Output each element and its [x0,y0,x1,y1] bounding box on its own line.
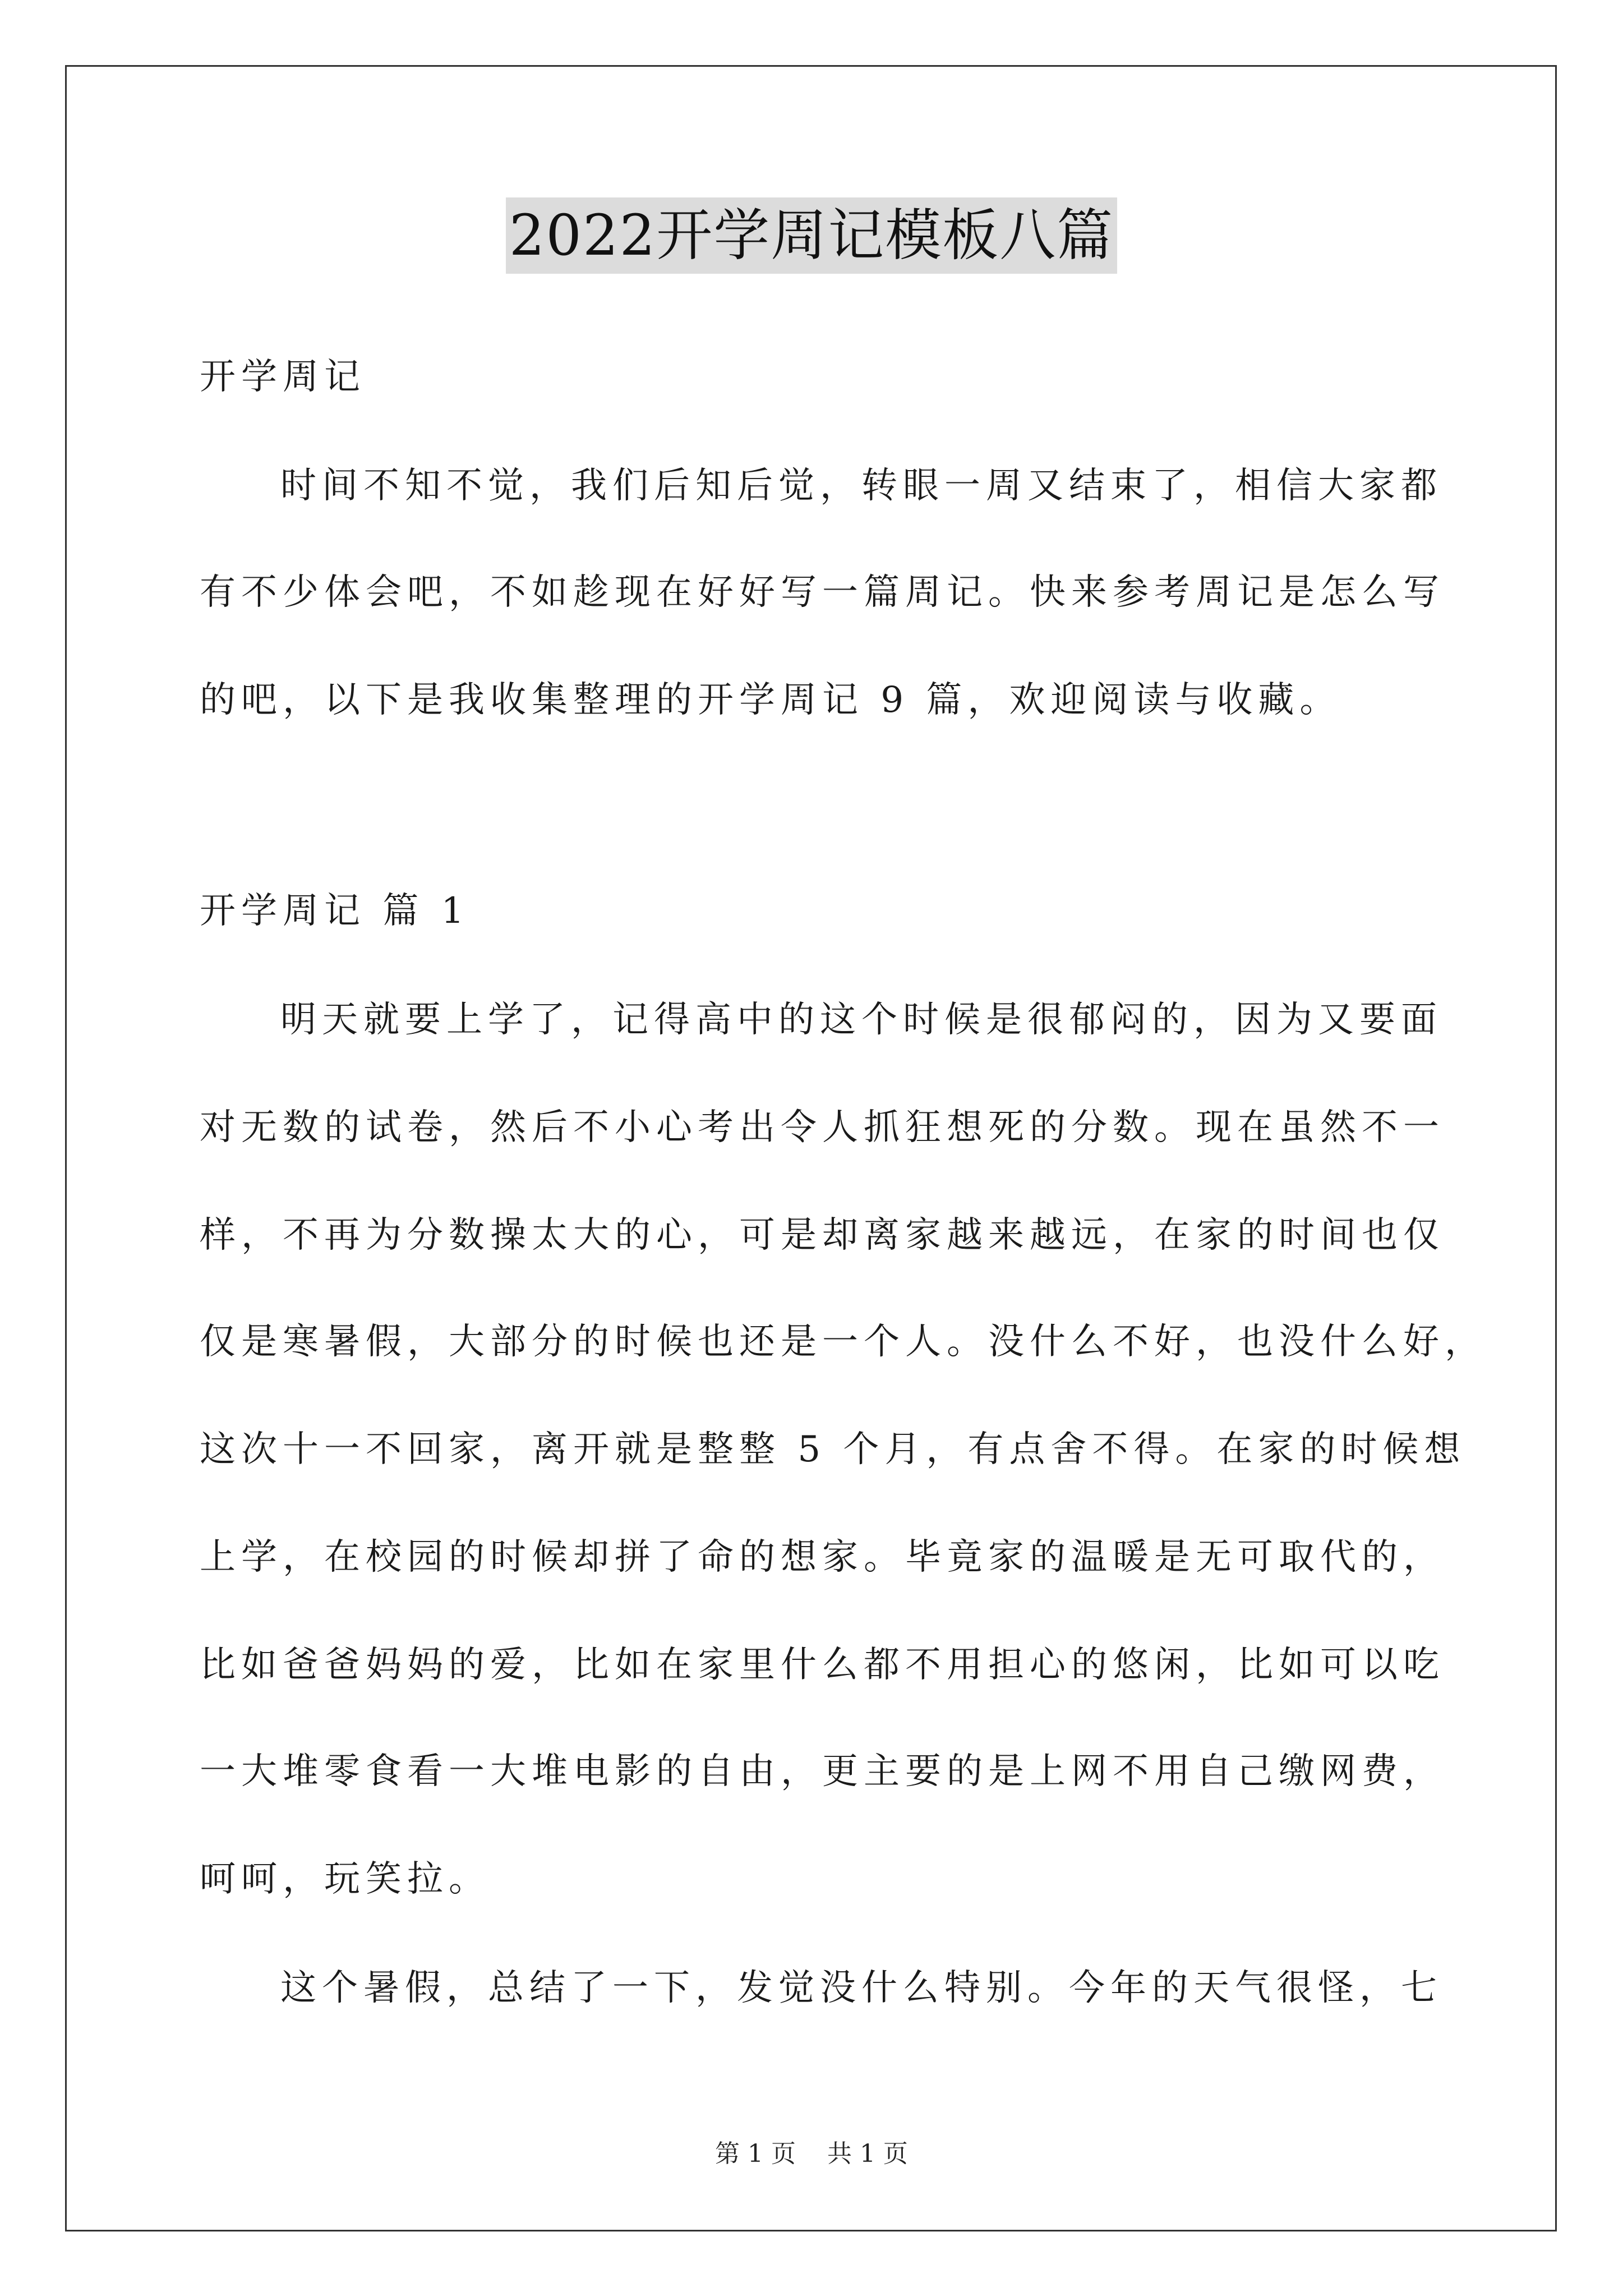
paragraph-line: 样，不再为分数操太大的心，可是却离家越来越远，在家的时间也仅 [200,1214,1445,1256]
page-number: 第 1 页 [715,2139,796,2168]
page-footer [0,2138,1623,2170]
paragraph-line: 上学，在校园的时候却拼了命的想家。毕竟家的温暖是无可取代的， [200,1536,1445,1578]
paragraph-line: 这次十一不回家，离开就是整整 5 个月，有点舍不得。在家的时候想 [200,1429,1466,1470]
paragraph-line: 比如爸爸妈妈的爱，比如在家里什么都不用担心的悠闲，比如可以吃 [200,1644,1445,1686]
paragraph-line: 对无数的试卷，然后不小心考出令人抓狂想死的分数。现在虽然不一 [200,1107,1445,1148]
intro-heading: 开学周记 [200,356,366,398]
title-block [0,197,1623,274]
paragraph-line: 呵呵，玩笑拉。 [200,1858,490,1900]
paragraph-line: 仅是寒暑假，大部分的时候也还是一个人。没什么不好，也没什么好， [200,1321,1486,1363]
footer-spacer [796,2139,827,2168]
page-total: 共 1 页 [827,2139,908,2168]
paragraph-line: 这个暑假，总结了一下，发觉没什么特别。今年的天气很怪，七 [280,1967,1442,2009]
section-heading: 开学周记 篇 1 [200,890,470,932]
paragraph-line: 明天就要上学了，记得高中的这个时候是很郁闷的，因为又要面 [280,999,1442,1041]
intro-line: 有不少体会吧，不如趁现在好好写一篇周记。快来参考周记是怎么写 [200,572,1445,613]
intro-line: 的吧，以下是我收集整理的开学周记 9 篇，欢迎阅读与收藏。 [200,679,1341,721]
document-title: 2022开学周记模板八篇 [506,197,1118,274]
intro-line: 时间不知不觉，我们后知后觉，转眼一周又结束了，相信大家都 [280,465,1442,507]
paragraph-line: 一大堆零食看一大堆电影的自由，更主要的是上网不用自己缴网费， [200,1751,1445,1792]
